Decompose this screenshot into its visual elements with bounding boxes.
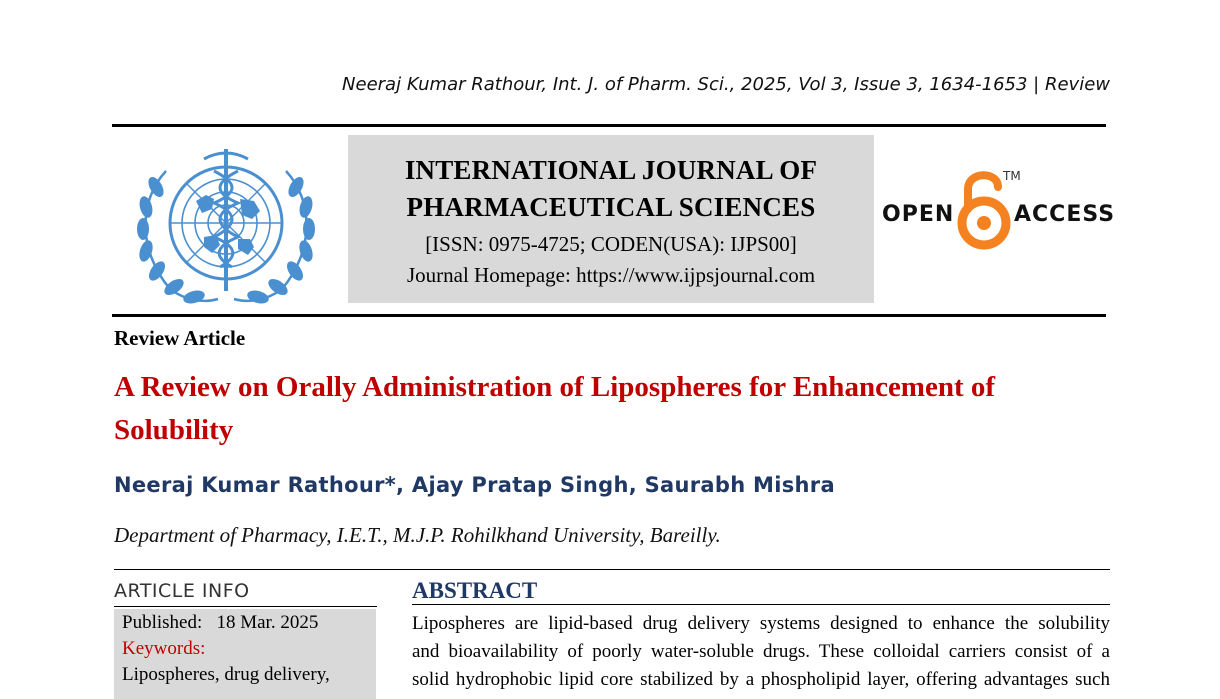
- published-label: Published:: [122, 612, 203, 633]
- header-top-rule: [112, 124, 1106, 127]
- abstract-line-2: and bioavailability of poorly water-soluble drugs. These colloidal carriers consist of a: [412, 641, 1110, 662]
- abstract-heading: ABSTRACT: [412, 578, 538, 603]
- article-info-rule: [114, 606, 377, 607]
- abstract-line-1: Lipospheres are lipid-based drug delivery systems designed to enhance the solubility: [412, 613, 1110, 634]
- article-title: A Review on Orally Administration of Lipospheres for Enhancement of Solubility: [114, 371, 996, 446]
- journal-logo-icon: [126, 141, 326, 306]
- open-access-logo: [880, 165, 1116, 255]
- article-info-box: [114, 609, 376, 699]
- open-access-word-access: ACCESS: [1014, 202, 1116, 227]
- keywords-label: Keywords:: [122, 638, 206, 659]
- article-authors: Neeraj Kumar Rathour*, Ajay Pratap Singh, Saurabh Mishra: [114, 473, 835, 497]
- running-header-citation: Neeraj Kumar Rathour, Int. J. of Pharm. Sci., 2025, Vol 3, Issue 3, 1634-1653 | Review: [342, 74, 1110, 95]
- journal-issn: [ISSN: 0975-4725; CODEN(USA): IJPS00]: [425, 232, 797, 256]
- journal-title-block: [348, 135, 874, 303]
- section-divider: [114, 569, 1110, 570]
- journal-name-line-1: INTERNATIONAL JOURNAL OF: [404, 155, 818, 185]
- journal-homepage: Journal Homepage: https://www.ijpsjournal.com: [406, 263, 816, 287]
- abstract-rule: [412, 604, 1110, 605]
- journal-name: [348, 152, 874, 226]
- journal-name-line-2: PHARMACEUTICAL SCIENCES: [406, 192, 816, 222]
- keywords-text: Lipospheres, drug delivery,: [122, 664, 330, 685]
- published-row: [122, 612, 318, 634]
- open-access-trademark: TM: [1003, 169, 1021, 183]
- published-date: 18 Mar. 2025: [216, 612, 319, 633]
- open-access-word-open: OPEN: [882, 202, 955, 227]
- abstract-line-3: solid hydrophobic lipid core stabilized by a phospholipid layer, offering advantages such: [412, 669, 1110, 690]
- article-type: Review Article: [114, 326, 246, 350]
- header-bottom-rule: [112, 314, 1106, 317]
- article-affiliation: Department of Pharmacy, I.E.T., M.J.P. Rohilkhand University, Bareilly.: [114, 523, 721, 547]
- abstract-body: [412, 610, 1110, 694]
- article-info-heading: ARTICLE INFO: [114, 580, 250, 602]
